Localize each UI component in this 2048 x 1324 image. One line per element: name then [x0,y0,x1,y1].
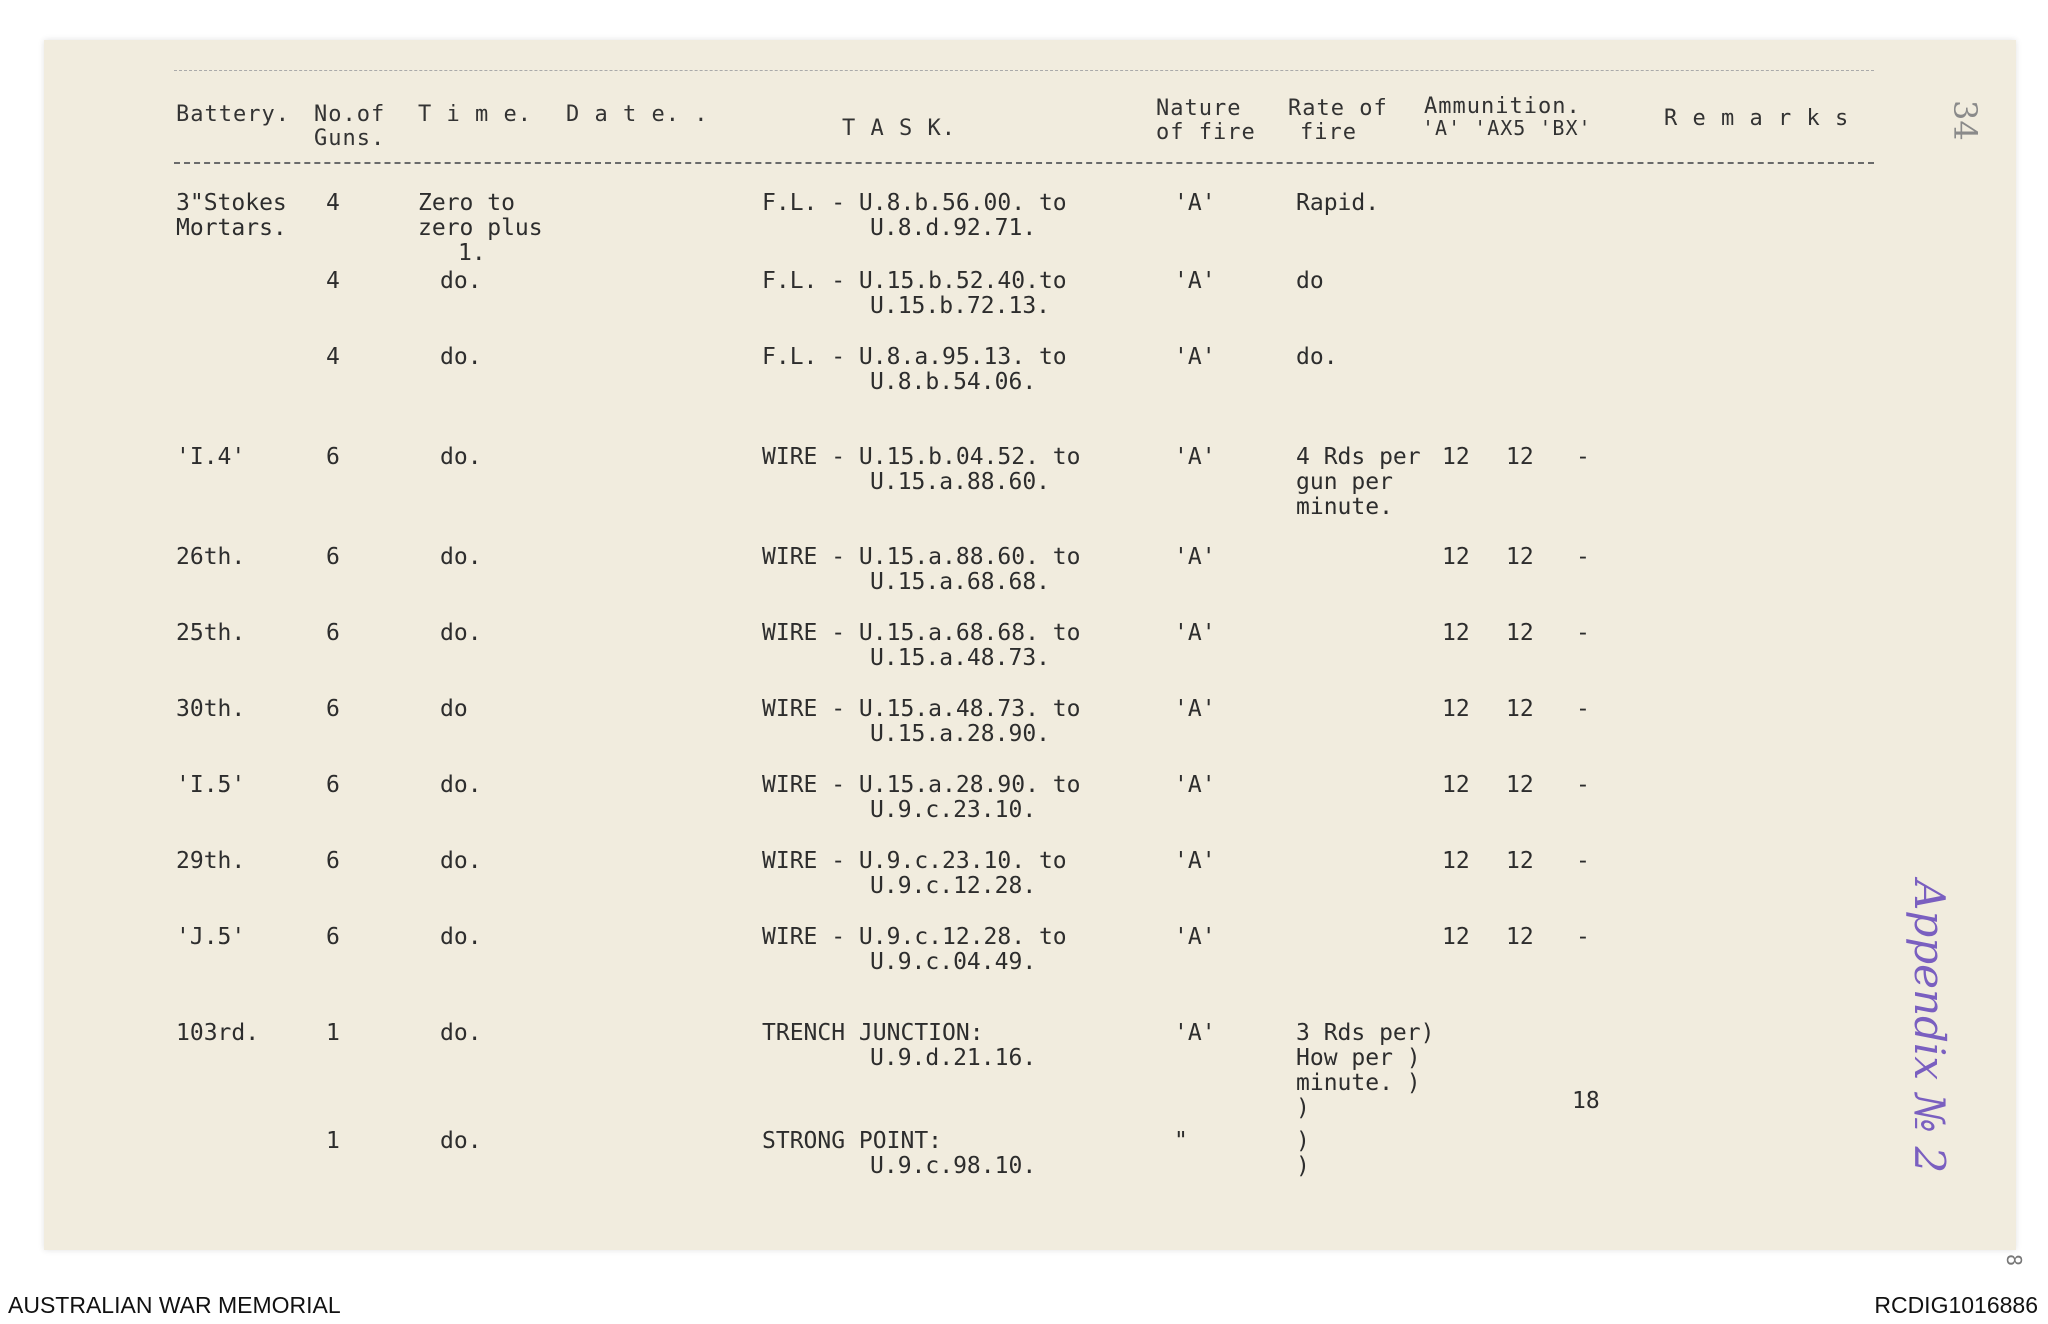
cell-task: U.15.a.68.68. [870,569,1051,595]
cell-nature: 'A' [1174,696,1216,722]
cell-task: U.15.a.48.73. [870,645,1051,671]
cell-nature: 'A' [1174,1020,1216,1046]
cell-rate: minute. ) [1296,1070,1421,1096]
cell-nature: 'A' [1174,924,1216,950]
cell-rate: minute. [1296,494,1393,520]
cell-task: WIRE - U.15.a.88.60. to [762,544,1081,570]
cell-ammo-a: 12 [1442,772,1470,798]
cell-time: do. [440,544,482,570]
cell-battery: 25th. [176,620,246,646]
cell-ammo-a: 12 [1442,544,1470,570]
cell-battery: 103rd. [176,1020,260,1046]
cell-task: F.L. - U.8.a.95.13. to [762,344,1067,370]
cell-task: STRONG POINT: [762,1128,943,1154]
page-number: 34 [1946,100,1984,141]
cell-battery: 'J.5' [176,924,246,950]
cell-ammo-a: 12 [1442,848,1470,874]
cell-nature: 'A' [1174,848,1216,874]
cell-time: Zero to [418,190,515,216]
cell-task: F.L. - U.8.b.56.00. to [762,190,1067,216]
cell-time: do. [440,620,482,646]
cell-rate: How per ) [1296,1045,1421,1071]
cell-ammo-bx: - [1576,696,1590,722]
cell-task: U.8.b.54.06. [870,369,1037,395]
cell-ammo-bx: - [1576,620,1590,646]
footer-source: AUSTRALIAN WAR MEMORIAL [8,1292,341,1318]
cell-guns: 4 [326,268,340,294]
cell-rate: 4 Rds per [1296,444,1421,470]
cell-ammo-bx: - [1576,544,1590,570]
cell-guns: 4 [326,190,340,216]
cell-ammo-bx: - [1576,924,1590,950]
header-guns: Guns. [314,126,386,151]
cell-ammo-ax: 12 [1506,696,1534,722]
cell-rate: ) [1296,1128,1310,1154]
cell-ammo-a: 12 [1442,924,1470,950]
cell-time: zero plus [418,215,543,241]
header-remarks: R e m a r k s [1664,106,1850,131]
cell-rate: Rapid. [1296,190,1380,216]
appendix-note: Appendix № 2 [1905,880,1954,1174]
cell-ammo-ax: 12 [1506,848,1534,874]
cell-rate: 3 Rds per) [1296,1020,1435,1046]
document-page [44,40,2027,1267]
cell-ammo-bx: - [1576,848,1590,874]
cell-task: U.9.c.04.49. [870,949,1037,975]
cell-task: U.9.c.23.10. [870,797,1037,823]
header-rule [174,162,1874,164]
cell-time: do. [440,444,482,470]
cell-time: do. [440,848,482,874]
cell-task: WIRE - U.15.b.04.52. to [762,444,1081,470]
cell-task: U.9.c.98.10. [870,1153,1037,1179]
cell-task: U.9.c.12.28. [870,873,1037,899]
cell-task: U.8.d.92.71. [870,215,1037,241]
cell-nature: 'A' [1174,444,1216,470]
cell-task: TRENCH JUNCTION: [762,1020,984,1046]
cell-nature: 'A' [1174,544,1216,570]
cell-ammo-a: 12 [1442,620,1470,646]
cell-battery: 30th. [176,696,246,722]
cell-guns: 6 [326,620,340,646]
cell-nature: 'A' [1174,268,1216,294]
cell-rate: do [1296,268,1324,294]
cell-guns: 6 [326,444,340,470]
footer-id: RCDIG1016886 [1874,1292,2038,1318]
cell-task: U.15.a.28.90. [870,721,1051,747]
cell-ammo-a: 12 [1442,696,1470,722]
cell-time: do. [440,268,482,294]
cell-battery: 29th. [176,848,246,874]
cell-nature: 'A' [1174,620,1216,646]
bracket-total: 18 [1572,1088,1600,1114]
cell-time: do. [440,1128,482,1154]
top-rule [174,70,1874,71]
cell-battery: 3"Stokes [176,190,287,216]
cell-time: do. [440,344,482,370]
cell-ammo-ax: 12 [1506,444,1534,470]
header-time: T i m e. [418,102,532,127]
cell-rate: gun per [1296,469,1393,495]
header-of-fire: of fire [1156,120,1256,145]
cell-battery: Mortars. [176,215,287,241]
cell-guns: 1 [326,1020,340,1046]
cell-nature: 'A' [1174,344,1216,370]
cell-ammo-bx: - [1576,444,1590,470]
cell-guns: 1 [326,1128,340,1154]
cell-ammo-ax: 12 [1506,544,1534,570]
cell-rate: ) [1296,1153,1310,1179]
cell-task: WIRE - U.15.a.28.90. to [762,772,1081,798]
header-ammunition: Ammunition. [1424,94,1581,119]
cell-battery: 'I.4' [176,444,246,470]
cell-time: do. [440,1020,482,1046]
margin-mark: 8 [2002,1253,2027,1267]
header-task: T A S K. [842,116,956,141]
cell-ammo-ax: 12 [1506,620,1534,646]
header-no-of: No.of [314,102,386,127]
cell-time: do. [440,924,482,950]
cell-task: F.L. - U.15.b.52.40.to [762,268,1067,294]
cell-time: 1. [458,240,486,266]
header-fire: fire [1300,120,1357,145]
cell-ammo-a: 12 [1442,444,1470,470]
cell-rate: do. [1296,344,1338,370]
cell-guns: 6 [326,848,340,874]
header-nature: Nature [1156,96,1242,121]
cell-ammo-ax: 12 [1506,924,1534,950]
cell-battery: 'I.5' [176,772,246,798]
cell-nature: " [1174,1128,1188,1154]
header-ammo-cols: 'A' 'AX5 'BX' [1422,116,1592,140]
cell-time: do [440,696,468,722]
cell-time: do. [440,772,482,798]
cell-ammo-bx: - [1576,772,1590,798]
cell-task: WIRE - U.9.c.12.28. to [762,924,1067,950]
cell-nature: 'A' [1174,772,1216,798]
cell-task: WIRE - U.9.c.23.10. to [762,848,1067,874]
cell-task: U.9.d.21.16. [870,1045,1037,1071]
cell-guns: 4 [326,344,340,370]
cell-guns: 6 [326,696,340,722]
cell-rate: ) [1296,1095,1310,1121]
header-date: D a t e. . [566,102,709,127]
cell-task: WIRE - U.15.a.48.73. to [762,696,1081,722]
cell-guns: 6 [326,924,340,950]
header-battery: Battery. [176,102,290,127]
header-rate: Rate of [1288,96,1388,121]
cell-battery: 26th. [176,544,246,570]
cell-ammo-ax: 12 [1506,772,1534,798]
cell-task: WIRE - U.15.a.68.68. to [762,620,1081,646]
cell-task: U.15.b.72.13. [870,293,1051,319]
cell-guns: 6 [326,544,340,570]
cell-guns: 6 [326,772,340,798]
cell-nature: 'A' [1174,190,1216,216]
cell-task: U.15.a.88.60. [870,469,1051,495]
